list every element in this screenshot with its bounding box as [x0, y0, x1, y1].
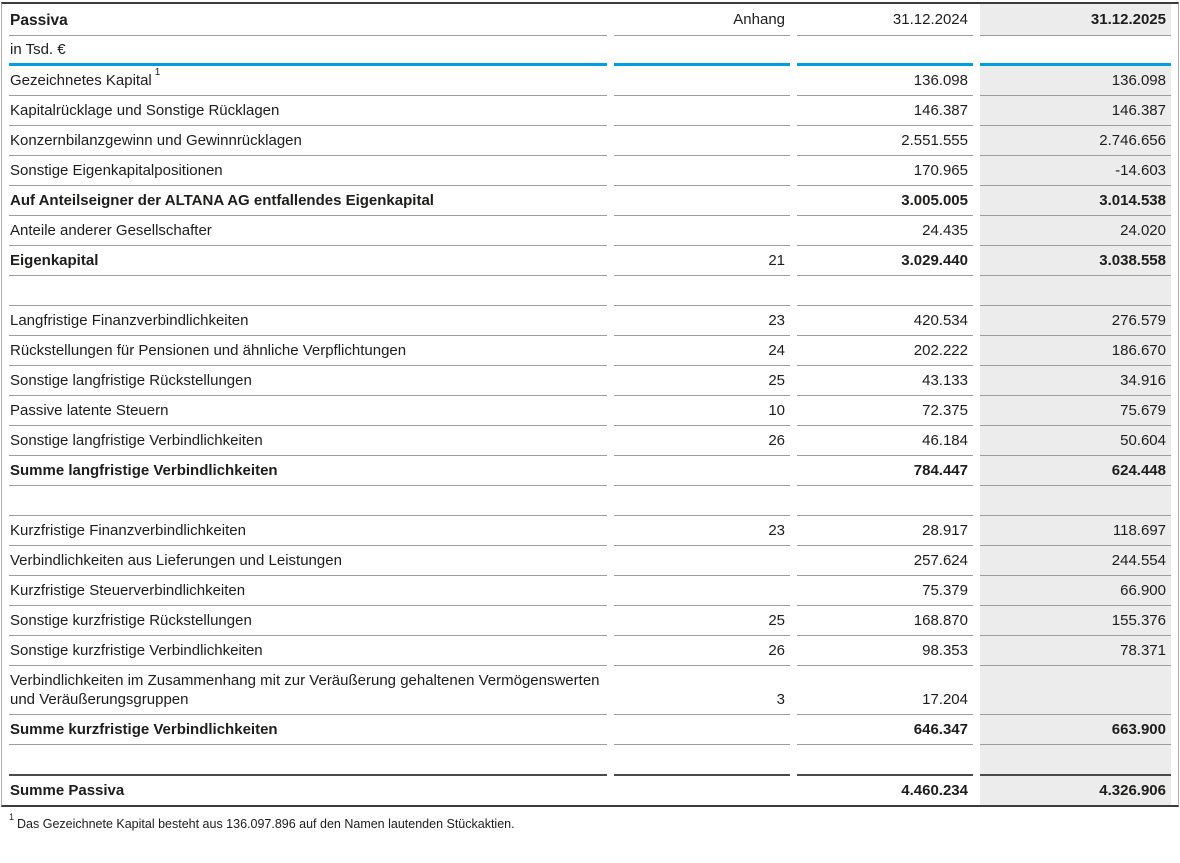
- table-row: [9, 576, 1171, 606]
- row-anhang-value: [614, 456, 790, 486]
- row-value-2024: 75.379: [797, 576, 973, 606]
- row-label: Langfristige Finanzverbindlichkeiten: [9, 306, 607, 336]
- column-header-anhang: Anhang: [614, 4, 790, 36]
- table-row: [9, 306, 1171, 336]
- row-label: Auf Anteilseigner der ALTANA AG entfallendes Eigenkapital: [9, 186, 607, 216]
- row-value-2024: 28.917: [797, 516, 973, 546]
- row-value-2024: [797, 486, 973, 516]
- row-value-2025: 4.326.906: [980, 776, 1171, 805]
- row-label: Summe Passiva: [10, 782, 125, 799]
- table-row: [9, 156, 1171, 186]
- table-row: [9, 606, 1171, 636]
- row-value-2025: [980, 276, 1171, 306]
- row-value-2024: 168.870: [797, 606, 973, 636]
- spacer-row: [9, 276, 1171, 306]
- row-value-2025: 24.020: [980, 216, 1171, 246]
- table-row: [9, 96, 1171, 126]
- row-value-2025: 78.371: [980, 636, 1171, 666]
- row-value-2024: 136.098: [797, 66, 973, 96]
- row-value-2025: 3.014.538: [980, 186, 1171, 216]
- row-value-2024: 170.965: [797, 156, 973, 186]
- row-anhang-value: [614, 276, 790, 306]
- row-label: Verbindlichkeiten aus Lieferungen und Leistungen: [9, 546, 607, 576]
- table-header-row: [9, 4, 1171, 36]
- row-value-2025: [980, 745, 1171, 776]
- row-anhang-value: 26: [614, 426, 790, 456]
- footnote-marker: 1: [154, 67, 161, 78]
- row-anhang-value: [614, 66, 790, 96]
- table-row: [9, 516, 1171, 546]
- row-value-2025: 663.900: [980, 715, 1171, 745]
- row-anhang-value: [614, 745, 790, 776]
- row-label: Summe langfristige Verbindlichkeiten: [9, 456, 607, 486]
- row-anhang-value: [614, 776, 790, 805]
- row-anhang-value: [614, 486, 790, 516]
- table-row: [9, 546, 1171, 576]
- row-anhang-value: 23: [614, 306, 790, 336]
- row-value-2024: 24.435: [797, 216, 973, 246]
- row-value-2024: 3.005.005: [797, 186, 973, 216]
- row-value-2025: 34.916: [980, 366, 1171, 396]
- row-label: Anteile anderer Gesellschafter: [9, 216, 607, 246]
- unit-cell-2025: [980, 36, 1171, 66]
- row-label: [9, 276, 607, 306]
- row-label: Sonstige langfristige Verbindlichkeiten: [9, 426, 607, 456]
- table-row: [9, 776, 1171, 805]
- row-label: Summe kurzfristige Verbindlichkeiten: [9, 715, 607, 745]
- row-anhang-value: 26: [614, 636, 790, 666]
- row-value-2024: 2.551.555: [797, 126, 973, 156]
- row-anhang-value: 24: [614, 336, 790, 366]
- row-value-2024: 98.353: [797, 636, 973, 666]
- row-anhang-value: [614, 96, 790, 126]
- row-anhang-value: [614, 216, 790, 246]
- footnote-marker: 1: [9, 811, 15, 822]
- row-value-2025: 75.679: [980, 396, 1171, 426]
- table-row: [9, 336, 1171, 366]
- row-label: Passive latente Steuern: [9, 396, 607, 426]
- row-value-2024: 257.624: [797, 546, 973, 576]
- footnote: [9, 811, 1180, 831]
- table-row: [9, 186, 1171, 216]
- row-value-2024: 43.133: [797, 366, 973, 396]
- row-anhang-value: 23: [614, 516, 790, 546]
- row-value-2024: 146.387: [797, 96, 973, 126]
- row-value-2024: 72.375: [797, 396, 973, 426]
- row-value-2025: 3.038.558: [980, 246, 1171, 276]
- table-row: [9, 636, 1171, 666]
- row-anhang-value: 21: [614, 246, 790, 276]
- row-value-2024: 46.184: [797, 426, 973, 456]
- row-value-2025: -14.603: [980, 156, 1171, 186]
- row-label: Kurzfristige Steuerverbindlichkeiten: [9, 576, 607, 606]
- table-row: [9, 715, 1171, 745]
- row-value-2024: 202.222: [797, 336, 973, 366]
- table-row: [9, 246, 1171, 276]
- table-row: [9, 66, 1171, 96]
- table-body: [9, 66, 1171, 805]
- column-header-2025: 31.12.2025: [980, 4, 1171, 36]
- row-anhang-value: [614, 576, 790, 606]
- row-anhang-value: [614, 715, 790, 745]
- row-value-2025: 146.387: [980, 96, 1171, 126]
- row-value-2025: 186.670: [980, 336, 1171, 366]
- row-value-2025: [980, 666, 1171, 715]
- row-anhang-value: 3: [614, 666, 790, 715]
- row-value-2024: 4.460.234: [901, 782, 968, 799]
- unit-cell-anhang: [614, 36, 790, 66]
- row-value-2024: [797, 276, 973, 306]
- row-value-2025: 276.579: [980, 306, 1171, 336]
- footnote-text: Das Gezeichnete Kapital besteht aus 136.097.896 auf den Namen lautenden Stückaktien.: [17, 817, 515, 831]
- table-row: [9, 396, 1171, 426]
- spacer-row: [9, 486, 1171, 516]
- spacer-row: [9, 745, 1171, 776]
- row-label: Kapitalrücklage und Sonstige Rücklagen: [9, 96, 607, 126]
- row-label: Eigenkapital: [9, 246, 607, 276]
- unit-row: [9, 36, 1171, 66]
- table-row: [9, 366, 1171, 396]
- row-label: Kurzfristige Finanzverbindlichkeiten: [9, 516, 607, 546]
- column-header-2024: 31.12.2024: [797, 4, 973, 36]
- row-value-2025: 244.554: [980, 546, 1171, 576]
- row-label: Sonstige kurzfristige Verbindlichkeiten: [9, 636, 607, 666]
- row-value-2024: 17.204: [797, 666, 973, 715]
- row-value-2024: 784.447: [797, 456, 973, 486]
- row-value-2025: 624.448: [980, 456, 1171, 486]
- table-row: [9, 426, 1171, 456]
- row-value-2025: [980, 486, 1171, 516]
- row-value-2025: 66.900: [980, 576, 1171, 606]
- unit-label: in Tsd. €: [9, 36, 607, 66]
- row-label: [9, 486, 607, 516]
- row-value-2024: 3.029.440: [797, 246, 973, 276]
- row-value-2025: 2.746.656: [980, 126, 1171, 156]
- row-value-2024: 646.347: [797, 715, 973, 745]
- row-anhang-value: [614, 156, 790, 186]
- table-row: [9, 126, 1171, 156]
- passiva-balance-table: [1, 2, 1179, 807]
- row-value-2025: 136.098: [980, 66, 1171, 96]
- row-label: Konzernbilanzgewinn und Gewinnrücklagen: [9, 126, 607, 156]
- row-anhang-value: [614, 546, 790, 576]
- row-label: Sonstige langfristige Rückstellungen: [9, 366, 607, 396]
- table-title: Passiva: [9, 4, 607, 36]
- unit-cell-2024: [797, 36, 973, 66]
- row-anhang-value: 10: [614, 396, 790, 426]
- table-row: [9, 216, 1171, 246]
- row-label: Gezeichnetes Kapital $^1$: [9, 66, 607, 96]
- row-anhang-value: 25: [614, 366, 790, 396]
- row-label: Sonstige kurzfristige Rückstellungen: [9, 606, 607, 636]
- table-row: [9, 456, 1171, 486]
- row-anhang-value: 25: [614, 606, 790, 636]
- row-value-2025: 50.604: [980, 426, 1171, 456]
- row-anhang-value: [614, 186, 790, 216]
- row-label: [9, 745, 607, 776]
- row-value-2024: [797, 745, 973, 776]
- row-label: Verbindlichkeiten im Zusammenhang mit zur Veräußerung gehaltenen Vermögenswerten und Veräußerungsgruppen: [9, 666, 607, 715]
- row-label: Sonstige Eigenkapitalpositionen: [9, 156, 607, 186]
- row-value-2024: 420.534: [797, 306, 973, 336]
- row-value-2025: 155.376: [980, 606, 1171, 636]
- row-anhang-value: [614, 126, 790, 156]
- row-label: Rückstellungen für Pensionen und ähnliche Verpflichtungen: [9, 336, 607, 366]
- row-value-2025: 118.697: [980, 516, 1171, 546]
- table-row: [9, 666, 1171, 715]
